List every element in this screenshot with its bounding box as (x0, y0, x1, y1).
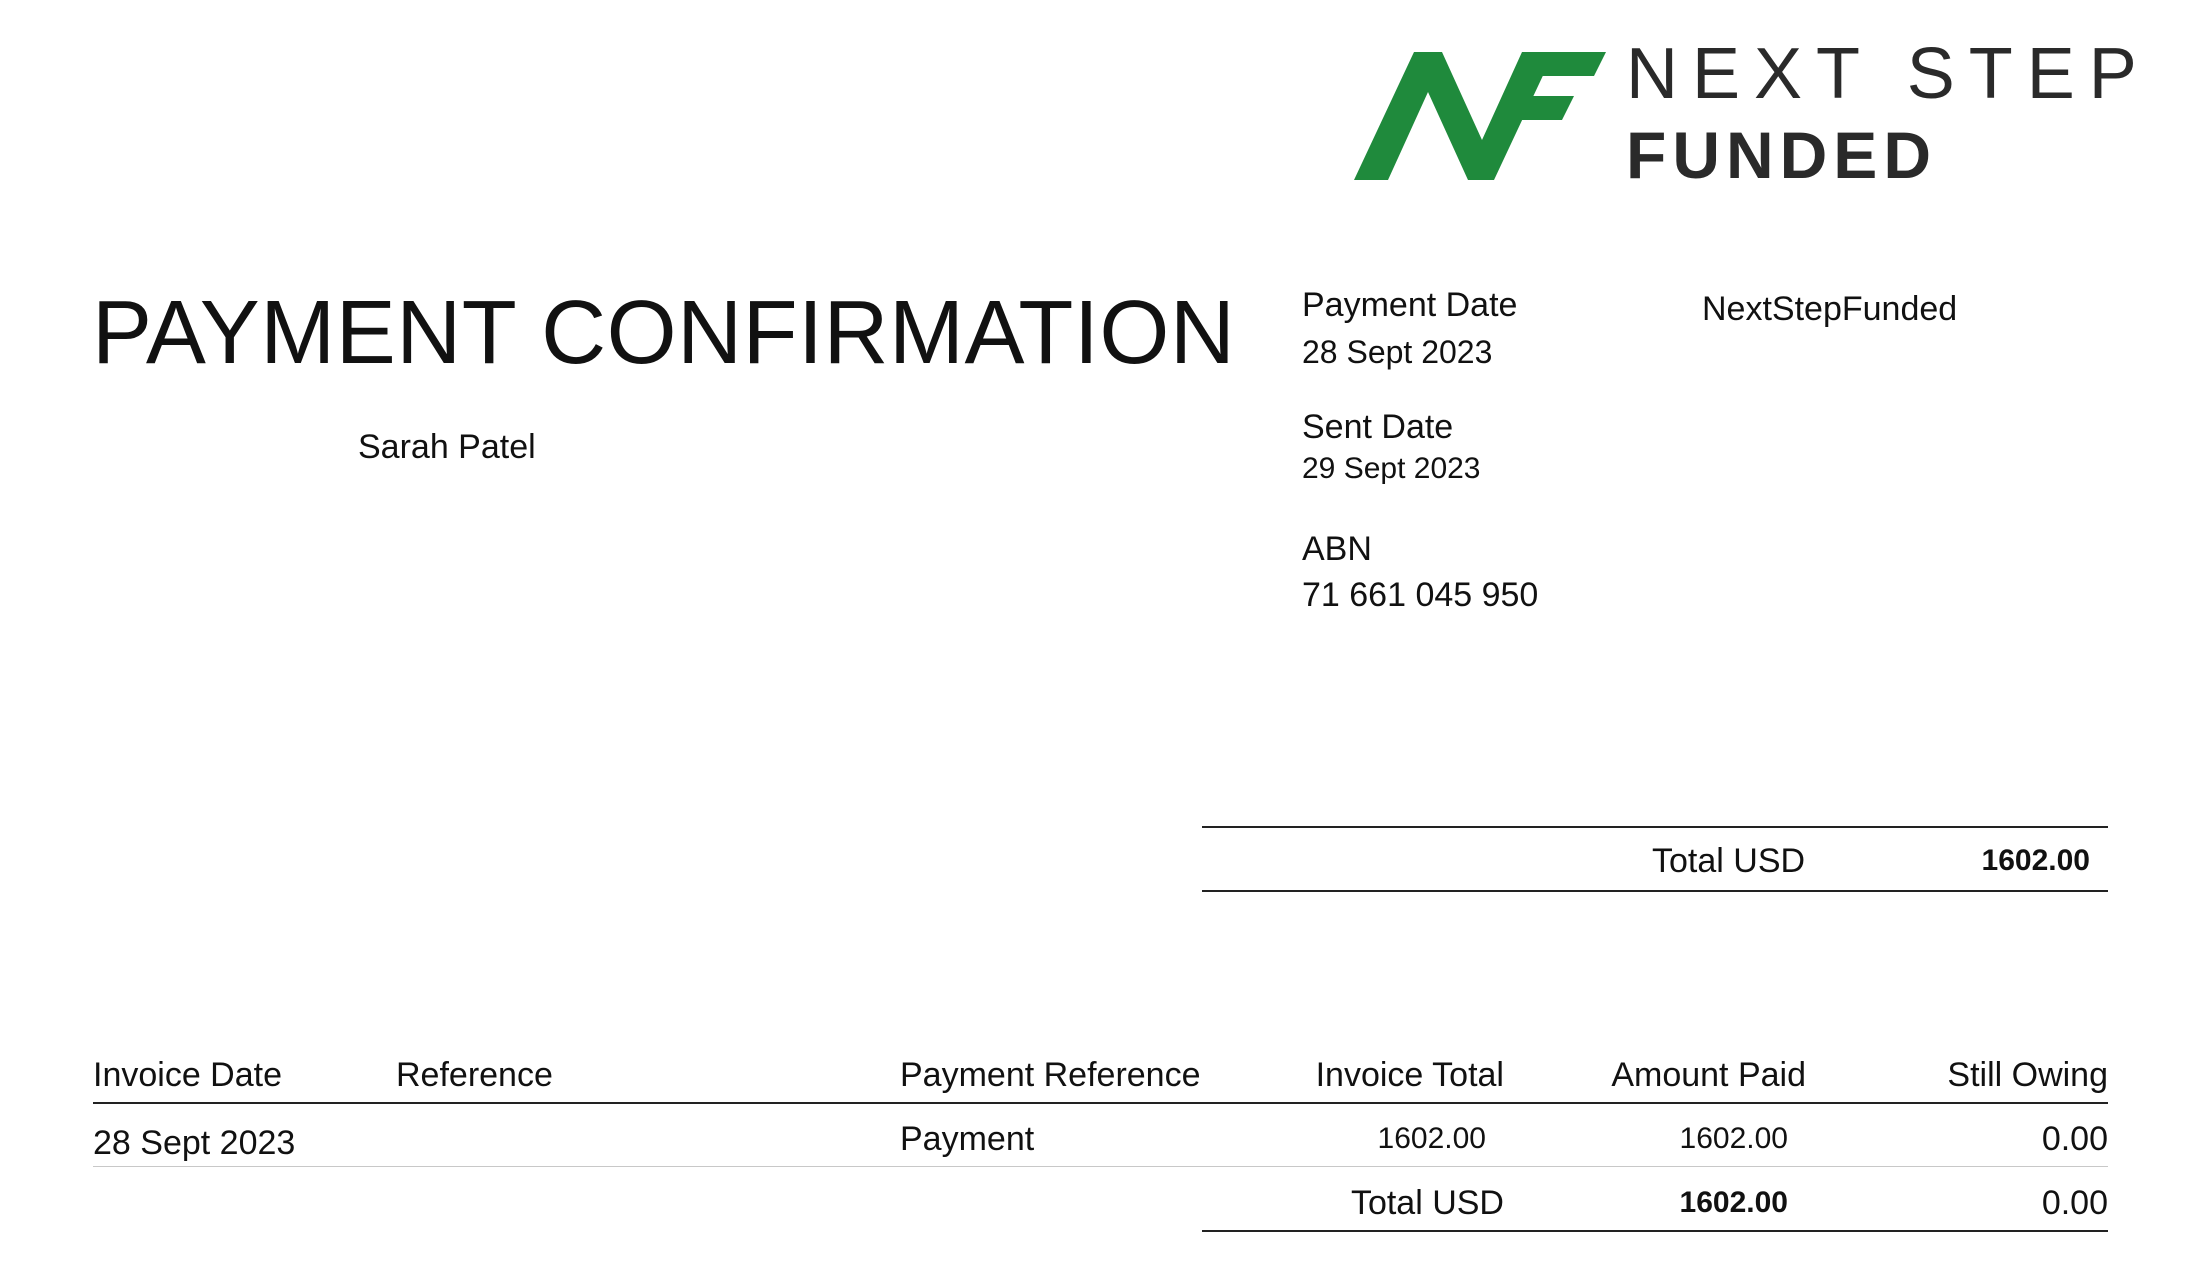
summary-top-rule (1202, 826, 2108, 828)
abn-label: ABN (1302, 530, 1372, 568)
row-invoice-total: 1602.00 (1377, 1122, 1486, 1155)
summary-bottom-rule (1202, 890, 2108, 892)
col-header-invoice-date: Invoice Date (93, 1056, 282, 1094)
row-invoice-date: 28 Sept 2023 (93, 1124, 296, 1162)
nsf-logo-mark-icon (1354, 44, 1606, 186)
col-header-invoice-total: Invoice Total (1315, 1056, 1504, 1094)
col-header-reference: Reference (396, 1056, 553, 1094)
table-header-rule (93, 1102, 2108, 1104)
col-header-payment-reference: Payment Reference (900, 1056, 1201, 1094)
footer-still-owing: 0.00 (2041, 1184, 2108, 1222)
payment-date-label: Payment Date (1302, 286, 1518, 324)
company-name: NextStepFunded (1702, 290, 1958, 328)
logo-text-line2: FUNDED (1626, 118, 1937, 192)
document-title: PAYMENT CONFIRMATION (92, 283, 1236, 383)
col-header-amount-paid: Amount Paid (1611, 1056, 1806, 1094)
footer-total-label: Total USD (1350, 1184, 1504, 1222)
summary-total-label: Total USD (1652, 842, 1806, 880)
recipient-name: Sarah Patel (358, 428, 536, 466)
payment-date-value: 28 Sept 2023 (1302, 334, 1493, 370)
summary-total-value: 1602.00 (1981, 844, 2090, 877)
table-row-rule (93, 1166, 2108, 1167)
company-logo (1354, 44, 1606, 186)
abn-value: 71 661 045 950 (1302, 576, 1539, 614)
col-header-still-owing: Still Owing (1947, 1056, 2108, 1094)
row-still-owing: 0.00 (2041, 1120, 2108, 1158)
sent-date-label: Sent Date (1302, 408, 1454, 446)
row-payment-reference: Payment (900, 1120, 1035, 1158)
footer-amount-paid: 1602.00 (1679, 1186, 1788, 1219)
table-footer-rule (1202, 1230, 2108, 1232)
sent-date-value: 29 Sept 2023 (1302, 452, 1481, 485)
row-amount-paid: 1602.00 (1679, 1122, 1788, 1155)
logo-text-line1: NEXT STEP (1626, 34, 2151, 114)
